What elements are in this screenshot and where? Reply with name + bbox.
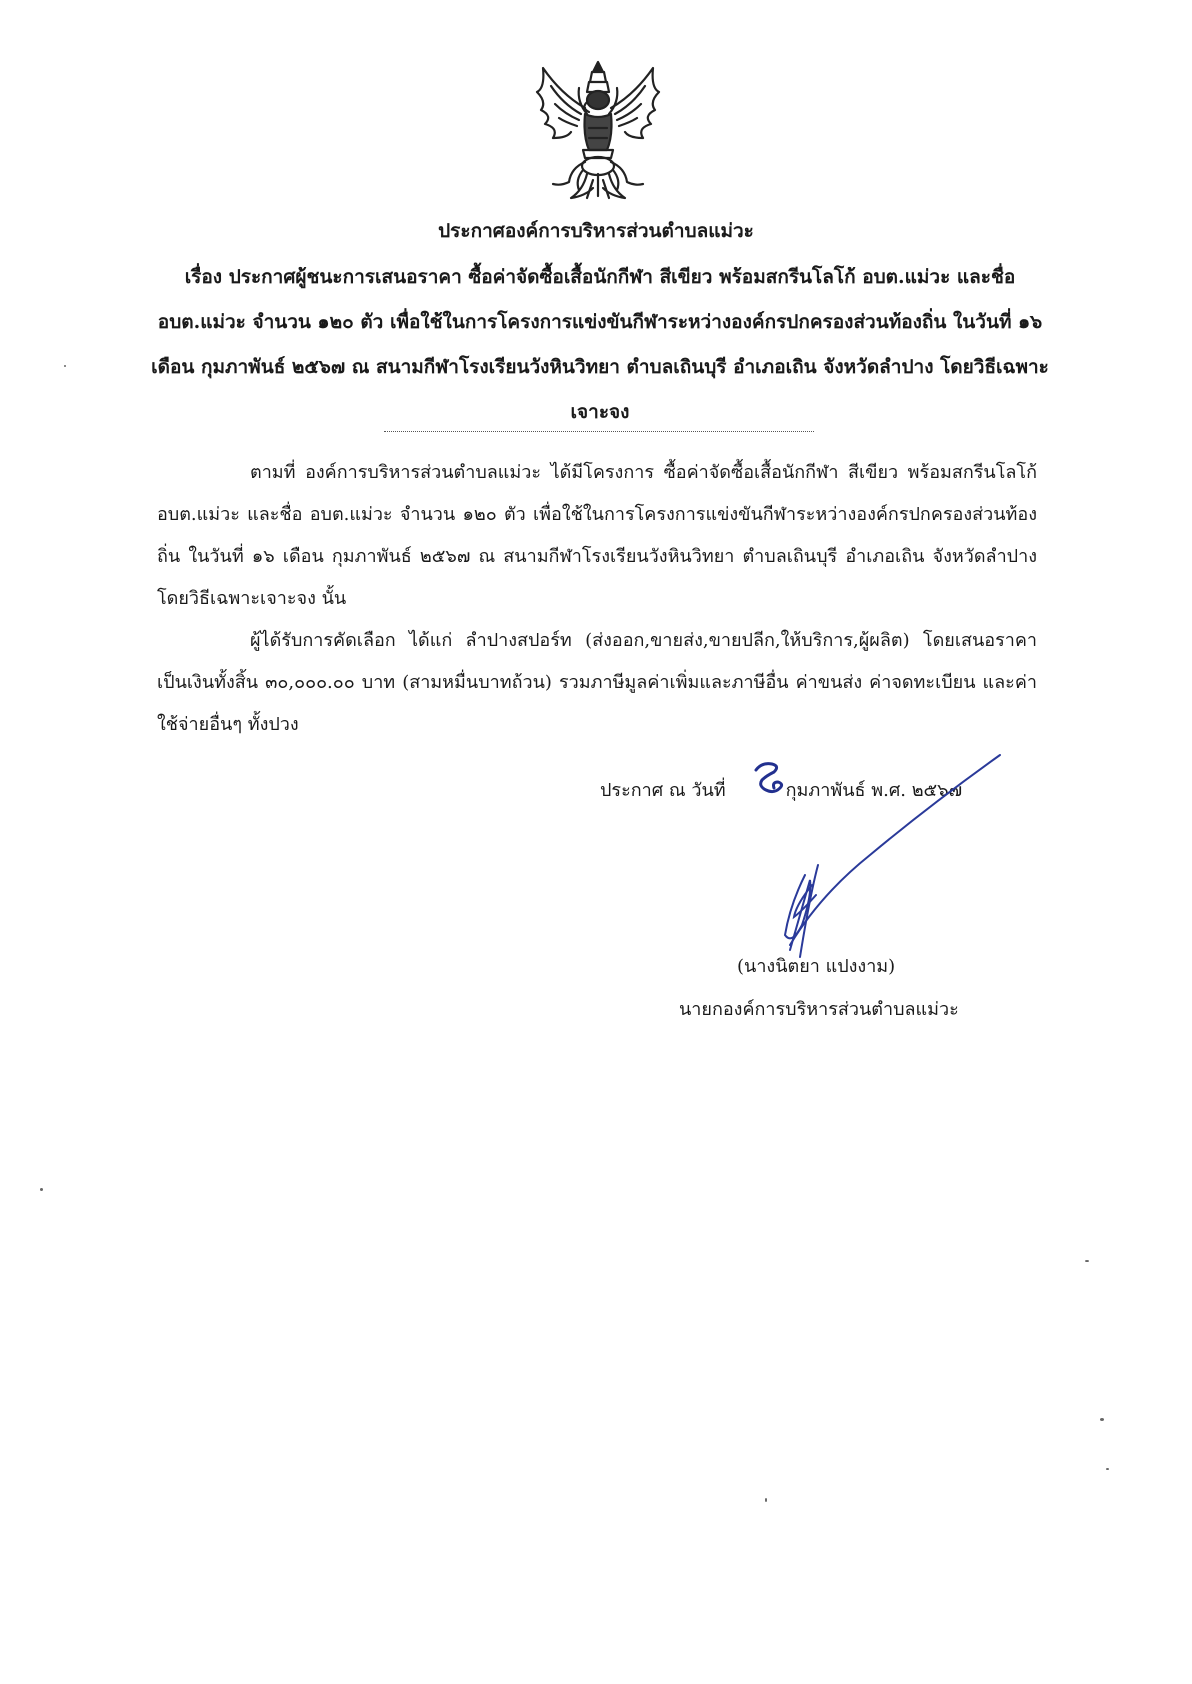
scan-speck xyxy=(765,1498,767,1502)
scan-speck xyxy=(40,1188,43,1191)
body-paragraph-1: ตามที่ องค์การบริหารส่วนตำบลแม่วะ ได้มีโครงการ ซื้อค่าจัดซื้อเสื้อนักกีฬา สีเขียว พร้อมสกรีนโลโก้ อบต.แม่วะ และชื่อ อบต.แม่วะ จำนวน ๑๒๐ ตัว เพื่อใช้ในการโครงการแข่งขันกีฬาระหว่างองค์กรปกครองส่วนท้องถิ่น ในวันที่ ๑๖ เดือน กุมภาพันธ์ ๒๕๖๗ ณ สนามกีฬาโรงเรียนวังหินวิทยา ตำบลเถินบุรี อำเภอเถิน จังหวัดลำปาง โดยวิธีเฉพาะเจาะจง นั้น xyxy=(157,462,1037,609)
scan-speck xyxy=(1085,1260,1089,1262)
scan-speck xyxy=(1106,1468,1109,1470)
document-title: ประกาศองค์การบริหารส่วนตำบลแม่วะ xyxy=(438,220,754,242)
body-paragraph-2: ผู้ได้รับการคัดเลือก ได้แก่ ลำปางสปอร์ท (ส่งออก,ขายส่ง,ขายปลีก,ให้บริการ,ผู้ผลิต) โดยเสนอราคา เป็นเงินทั้งสิ้น ๓๐,๐๐๐.๐๐ บาท (สามหมื่นบาทถ้วน) รวมภาษีมูลค่าเพิ่มและภาษีอื่น ค่าขนส่ง ค่าจดทะเบียน และค่าใช้จ่ายอื่นๆ ทั้งปวง xyxy=(157,630,1037,735)
document-subject: เรื่อง ประกาศผู้ชนะการเสนอราคา ซื้อค่าจัดซื้อเสื้อนักกีฬา สีเขียว พร้อมสกรีนโลโก้ อบต.แม่วะ และชื่อ อบต.แม่วะ จำนวน ๑๒๐ ตัว เพื่อใช้ในการโครงการแข่งขันกีฬาระหว่างองค์กรปกครองส่วนท้องถิ่น ในวันที่ ๑๖ เดือน กุมภาพันธ์ ๒๕๖๗ ณ สนามกีฬาโรงเรียนวังหินวิทยา ตำบลเถินบุรี อำเภอเถิน จังหวัดลำปาง โดยวิธีเฉพาะเจาะจง xyxy=(151,266,1049,423)
signer-name: (นางนิตยา แปงงาม) xyxy=(737,956,896,977)
garuda-emblem-icon xyxy=(523,58,673,203)
handwritten-signature-icon xyxy=(730,745,1020,970)
scan-speck xyxy=(1100,1418,1104,1421)
signer-position: นายกองค์การบริหารส่วนตำบลแม่วะ xyxy=(679,999,959,1020)
divider xyxy=(384,431,814,432)
scan-speck xyxy=(64,365,66,367)
announcement-prefix: ประกาศ ณ วันที่ xyxy=(600,780,726,801)
announcement-month-year: กุมภาพันธ์ พ.ศ. ๒๕๖๗ xyxy=(785,780,963,801)
document-body xyxy=(157,452,1037,746)
